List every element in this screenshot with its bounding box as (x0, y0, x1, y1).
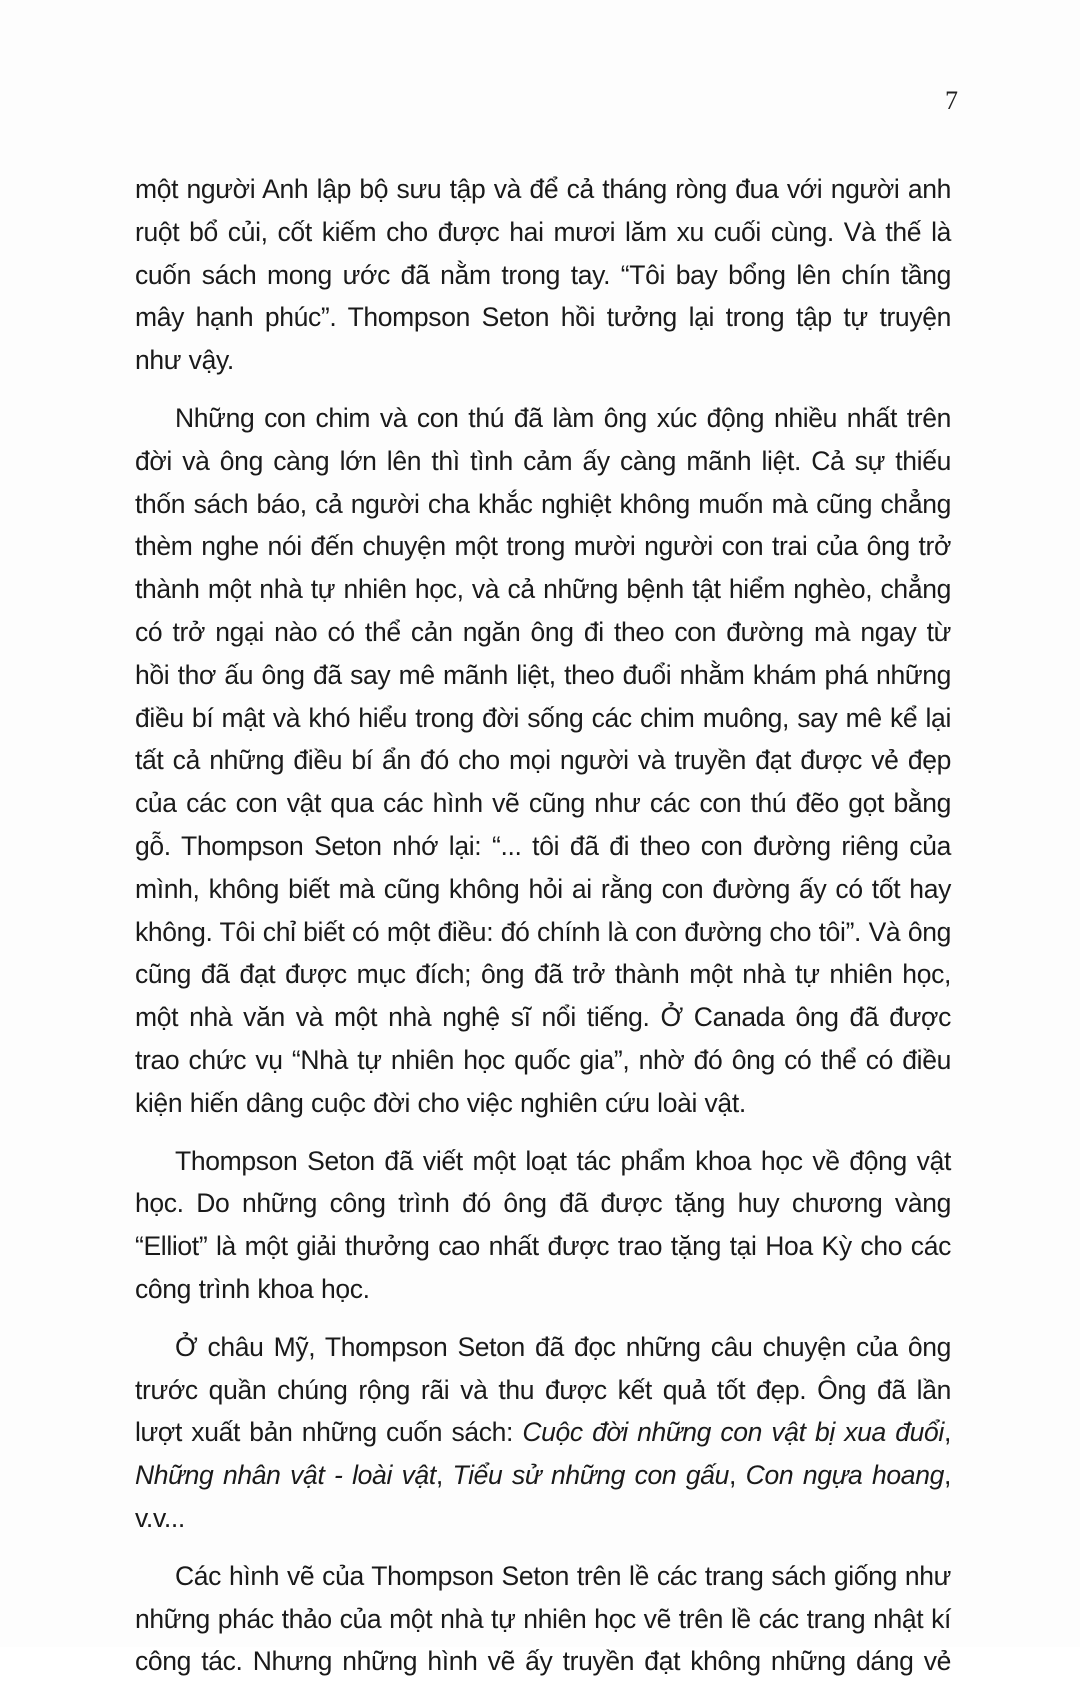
paragraph-3: Thompson Seton đã viết một loạt tác phẩm khoa học về động vật học. Do những công trình đó ông đã được tặng huy chương vàng “Elliot” là một giải thưởng cao nhất được trao tặng tại Hoa Kỳ cho các công trình khoa học. (135, 1145, 951, 1304)
book-title-1: Cuộc đời những con vật bị xua đuổi (522, 1417, 944, 1448)
book-title-4: Con ngựa hoang (745, 1460, 944, 1491)
paragraph-1: một người Anh lập bộ sưu tập và để cả tháng ròng đua với người anh ruột bổ củi, cốt kiếm cho được hai mươi lăm xu cuối cùng. Và thế là cuốn sách mong ước đã nằm trong tay. “Tôi bay bổng lên chín tầng mây hạnh phúc”. Thompson Seton hồi tưởng lại trong tập tự truyện như vậy. (135, 174, 951, 376)
paragraph-4 (135, 1326, 951, 1540)
body-text (135, 168, 951, 1698)
paragraph-5: Các hình vẽ của Thompson Seton trên lề các trang sách giống như những phác thảo của một nhà tự nhiên học vẽ trên lề các trang nhật kí công tác. Nhưng những hình vẽ ấy truyền đạt không những dáng vẻ (135, 1560, 951, 1677)
paragraph-4-ending: , v.v... (135, 1460, 951, 1533)
page-number: 7 (945, 86, 958, 115)
book-title-3: Tiểu sử những con gấu (452, 1460, 730, 1491)
paragraph-2: Những con chim và con thú đã làm ông xúc động nhiều nhất trên đời và ông càng lớn lên thì tình cảm ấy càng mãnh liệt. Cả sự thiếu thốn sách báo, cả người cha khắc nghiệt không muốn mà cũng chẳng thèm nghe nói đến chuyện một trong mười người con trai của ông trở thành một nhà tự nhiên học, và cả những bệnh tật hiểm nghèo, chẳng có trở ngại nào có thể cản ngăn ông đi theo con đường mà ngay từ hồi thơ ấu ông đã say mê mãnh liệt, theo đuổi nhằm khám phá những điều bí mật và khó hiểu trong đời sống các chim muông, say mê kể lại tất cả những điều bí ẩn đó cho mọi người và truyền đạt được vẻ đẹp của các con vật qua các hình vẽ cũng như các con thú đẽo gọt bằng gỗ. Thompson Seton nhớ lại: “... tôi đã đi theo con đường riêng của mình, không biết mà cũng không hỏi ai rằng con đường ấy có tốt hay không. Tôi chỉ biết có một điều: đó chính là con đường cho tôi”. Và ông cũng đã đạt được mục đích; ông đã trở thành một nhà tự nhiên học, một nhà văn và một nhà nghệ sĩ nổi tiếng. Ở Canada ông đã được trao chức vụ “Nhà tự nhiên học quốc gia”, nhờ đó ông có thể có điều kiện hiến dâng cuộc đời cho việc nghiên cứu loài vật. (135, 402, 951, 1118)
title-separator: , (435, 1460, 453, 1491)
paragraph-4-intro: Ở châu Mỹ, Thompson Seton đã đọc những câu chuyện của ông trước quần chúng rộng rãi và thu được kết quả tốt đẹp. Ông đã lần lượt xuất bản những cuốn sách: (135, 1331, 951, 1448)
title-separator: , (943, 1417, 951, 1448)
title-separator: , (729, 1460, 746, 1491)
book-title-2: Những nhân vật - loài vật (135, 1460, 436, 1491)
